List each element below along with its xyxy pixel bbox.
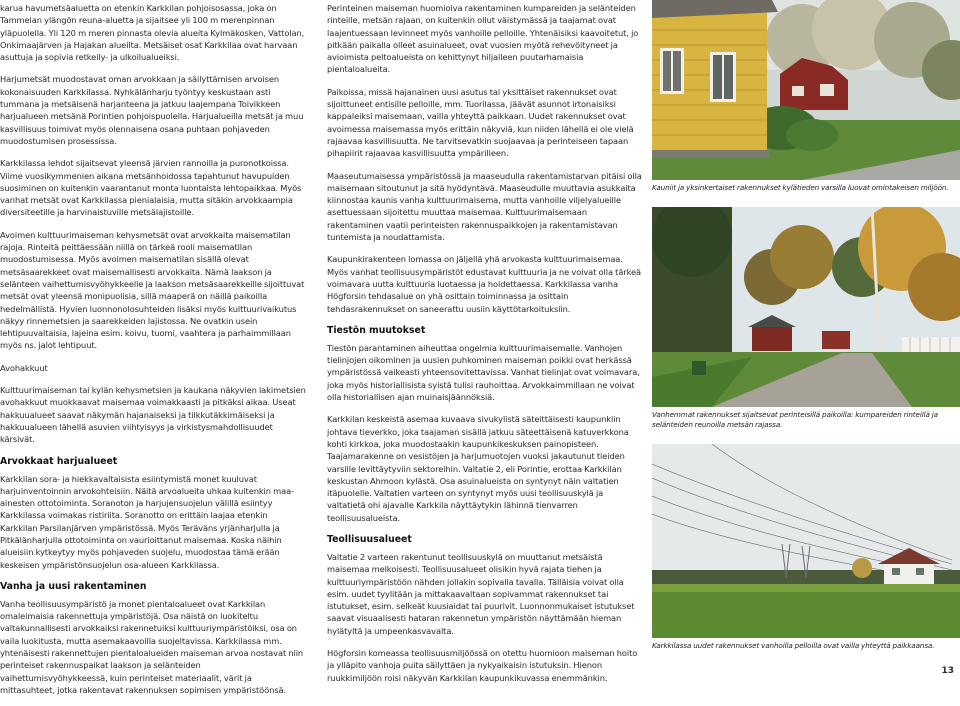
paragraph: Valtatie 2 varteen rakentunut teollisuuskylä on muuttanut metsäistä maisemaa melkoisesti. Teollisuusalueet olisikin hyvä rajata tiehen ja kulttuuriympäristöön nähden jollakin sopivalla tavalla. Tälläisia voivat olla esim. uudet tyylitään ja mittakaavaltaan sopivammat rakennukset tai istutukset, esim. selkeät kuusiaidat tai puurivit. Luonnonmukaiset istutukset saavat visuaalisesti hataran rakennetun ympäristön näyttämään hieman hylätyltä ja umpeenkasvavalta.: [327, 551, 635, 636]
paragraph: Karkkilan sora- ja hiekkavaltaisista esiintymistä monet kuuluvat harjuinventoinnin arvokohteisiin. Näitä arvoalueita uhkaa kuitenkin maa-ainesten ottotoiminta. Soranoton ja harjujensuojelun välillä esiintyy Karkkilassa voimakas ristiriita. Soranotto on erittäin laajaa etenkin Karkkilan Parsilanjärven ympäristössä. Myös Teräväns yrjänharjulla ja Pitkälänharjulla ottotoiminta on vaurioittanut maisemaa. Koska näihin alueisiin kytkeytyy myös pohjaveden suojelu, muodostaa tämä erään keskeisen ympäristönsuojelun osa-alueen Karkkilassa.: [0, 473, 295, 570]
section-heading-harjualueet: Arvokkaat harjualueet: [0, 455, 118, 467]
paragraph: Kaupunkirakenteen lomassa on jäljellä yhä arvokasta kulttuurimaisemaa. Myös vanhat teollisuusympäristöt edustavat kulttuuria ja ne voivat olla tärkeä voimavara uutta kulttuuria luotaessa ja hoidettaessa. Karkkilassa vanha Högforsin tehdasalue on yhä osittain toiminnassa ja osittain tehdasrakennukset on saneerattu uusiin käyttötarkoituksiin.: [327, 254, 642, 314]
section-heading-rakentaminen: Vanha ja uusi rakentaminen: [0, 580, 147, 592]
paragraph: Kulttuurimaiseman tai kylän kehysmetsien ja kaukana näkyvien lakimetsien avohakkuut muokkaavat maisemaa voimakkaasti ja pitkäksi aikaa. Useat hakkuualueet saavat näkymän hajanaiseksi ja tilkkutäkkimäiseksi ja hakkuualueen lähellä asuvien viihtyisyys ja virkistysmahdollisuudet kärsivät.: [0, 385, 306, 445]
photo-column: [652, 0, 960, 651]
paragraph: Perinteinen maiseman huomioiva rakentaminen kumpareiden ja selänteiden rinteille, metsän rajaan, on kuitenkin ollut väistymässä ja taajamat ovat laajentuessaan levinneet myös vanhoille pelloille. Yhtenäisiksi kaavoitetut, jo pitkään paikalla olleet asuinalueet, ovat vuosien myötä rehevöityneet ja avioimista peltoalueista on kehittynyt hiljalleen puutarhamaisia pientaloalueita.: [327, 3, 639, 75]
paragraph: Karkkilan keskeistä asemaa kuvaava sivukylistä säteittäisesti kaupunkiin johtava tieverkko, joka taajaman sisällä jatkuu säteettäisenä katuverkkona kohti kirkkoa, joka muodostaakin kaupunkikeskuksen painopisteen. Taajamarakenne on vesistöjen ja harjumuotojen vuoksi jakautunut tieiden varsille levittäytyviin sektoreihin. Valtatie 2, eli Porintie, erottaa Karkkilan keskustan Ahmoon kylästä. Osa asuinalueista on syntynyt näin valtatien itäpuolelle. Valtatien varteen on syntynyt myös uusi teollisuuskylä ja valtatietä ohi ajavalle Karkkila näyttäytykin lähinnä tienvarren teollisuusalueista.: [327, 414, 629, 523]
photo-caption: Kauniit ja yksinkertaiset rakennukset kylätieden varsilla luovat omintakeisen miljöön.: [652, 183, 949, 192]
paragraph: Karkkilassa lehdot sijaitsevat yleensä järvien rannoilla ja puronotkoissa. Viime vuosikymmenien aikana metsänhoidossa tapahtunut havupuiden suosiminen on kuitenkin vaarantanut monta luontaista lehtopaikkaa. Myös vanhat metsät ovat Karkkilassa pienialaisia, mutta sitäkin arvokkaampia diversiteetille ja harvinaistuville metsälajistoille.: [0, 158, 302, 218]
photo-power-line-field: [652, 444, 960, 638]
paragraph: Tiestön parantaminen aiheuttaa ongelmia kulttuurimaisemalle. Vanhojen tielinjojen oikominen ja uusien puhkominen maiseman poikki ovat herkässä ympäristössä vaikeasti yhteensovitettavissa. Vanhat tielinjat ovat voimavara, joka myös historiallisista syistä tulisi rauhoittaa. Arvokkaimmillaan ne voivat olla historiallisen ajan muinaisjäännöksiä.: [327, 342, 640, 403]
paragraph: Harjumetsät muodostavat oman arvokkaan ja säilyttämisen arvoisen kokonaisuuden Karkkilassa. Nyhkälänharju työntyy keskustaan asti tummana ja metsäisenä harjanteena ja jatkuu laajempana Toivikkeen harjualueen metsänä Porintien pohjoispuolella. Harjualueilla metsät ja muu kasvillisuus toimivat myös olennaisena osana puhtaan pohjaveden muodostumisen prosessissa.: [0, 74, 304, 146]
paragraph: Avoimen kulttuurimaiseman kehysmetsät ovat arvokkaita maisematilan rajoja. Rinteitä peittäessään niillä on tärkeä rooli maisematilan muodostumisessa. Myös avoimen maisematilan sisällä olevat metsäsaarekkeet ovat maisemallisesti arvokkaita. Nämä laakson ja selänteen vaihettumisvyöhykkeelle ja laakson metsäsaarekkeille sijoittuvat metsät ovat yleensä monipuolisia, sillä maaperä on näillä paikoilla hedelmällistä. Hyvien luonnonolosuhteiden lisäksi myös kulttuurivaikutus näkyy rinnemetsien ja saarekkeiden lajistossa. Ne ovatkin usein lehtipuuvaltaisia, lajeina esim. koivu, tuomi, vaahtera ja parhaimmillaan myös ns. jalot lehtipuut.: [0, 229, 305, 351]
photo-caption: Vanhemmat rakennukset sijaitsevat perinteisillä paikoilla: kumpareiden rinteillä ja selänteiden reunoilla metsän rajassa.: [652, 410, 938, 429]
paragraph: Maaseutumaisessa ympäristössä ja maaseudulla rakentamistarvan pitäisi olla maisemaan sitoutunut ja sitä hyödyntävä. Maaseudulle muuttavia asukkaita kiinnostaa kaunis vanha kulttuurimaisema, mutta vanhoille viljelyalueille asettuessaan sijoitettu muuttaa maisemaa. Kulttuurimaisemaan rakentaminen vaatii perinteisten rakennuspaikkojen ja rakentamistavan tuntemista ja noudattamista.: [327, 170, 642, 243]
paragraph: Högforsin komeassa teollisuusmiljöössä on otettu huomioon maiseman hoito ja ylläpito vanhoja puita säilyttäen ja nykyaikaisin istutuksin. Hienon ruukkimiljöön roisi näkyvän Karkkilan kaupunkikuvassa enemmänkin.: [327, 648, 638, 683]
text-column-middle: [327, 2, 642, 694]
section-heading-avohakkuut: Avohakkuut: [0, 362, 48, 373]
paragraph: karua havumetsäaluetta on etenkin Karkkilan pohjoisosassa, joka on Tammelan ylängön reuna-aluetta ja sijaitsee yli 100 m merenpinnan yläpuolella. Yli 120 m meren pinnasta olevia alueita Kylmäkosken, Vattolan, Onkimaajärven ja Hajakan alueilta. Metsäiset osat Karkkilaa ovat harvaan asuttuja ja sopivia retkeily- ja ulkoilualueiksi.: [0, 3, 305, 63]
photo-caption: Karkkilassa uudet rakennukset vanhoilla pelloilla ovat vailla yhteyttä paikkaansa.: [652, 641, 935, 650]
page-number: 13: [941, 666, 954, 676]
section-heading-teollisuus: Teollisuusalueet: [327, 533, 412, 545]
section-heading-tiesto: Tiestön muutokset: [327, 324, 426, 336]
photo-yellow-house: [652, 0, 960, 180]
paragraph: Paikoissa, missä hajanainen uusi asutus tai yksittäiset rakennukset ovat sijoittuneet entisille pelloille, mm. Tuorilassa, jäävät asunnot irtonaisiksi kappaleiksi maisemaan, vailla yhteyttä paikkaan. Uudet rakennukset ovat avoimessa maisemassa myös erittäin näkyviä, kun niiden lähellä ei ole vielä rajaavaa kasvillisuutta. Ne tarvitsevatkin suojaavaa ja perinteiseen tapaan pihapiirit rajaavaa kasvillisuutta ympärilleen.: [327, 86, 634, 159]
text-column-left: [0, 2, 306, 706]
photo-village-road: [652, 207, 960, 407]
paragraph: Vanha teollisuusympäristö ja monet pientaloalueet ovat Karkkilan omaleimaisia rakennettuja ympäristöjä. Osa näistä on luokiteltu valtakunnallisesti arvokkaiksi rakennetuiksi kulttuuriympäristöiksi, osa on vaila luokitusta, mutta asemakaavoilla suojeltavissa. Karkkilassa mm. yhtenäisesti rakennettujen pientaloalueiden maiseman arvoa nostavat niin perinteiset rakennuspaikat laakson ja selänteiden vaihettumisvyöhykkeessä, kuin perinteiset materiaalit, värit ja mittasuhteet, jotka rakentavat rakennuksen sopimisen ympäristöönsä.: [0, 598, 304, 695]
